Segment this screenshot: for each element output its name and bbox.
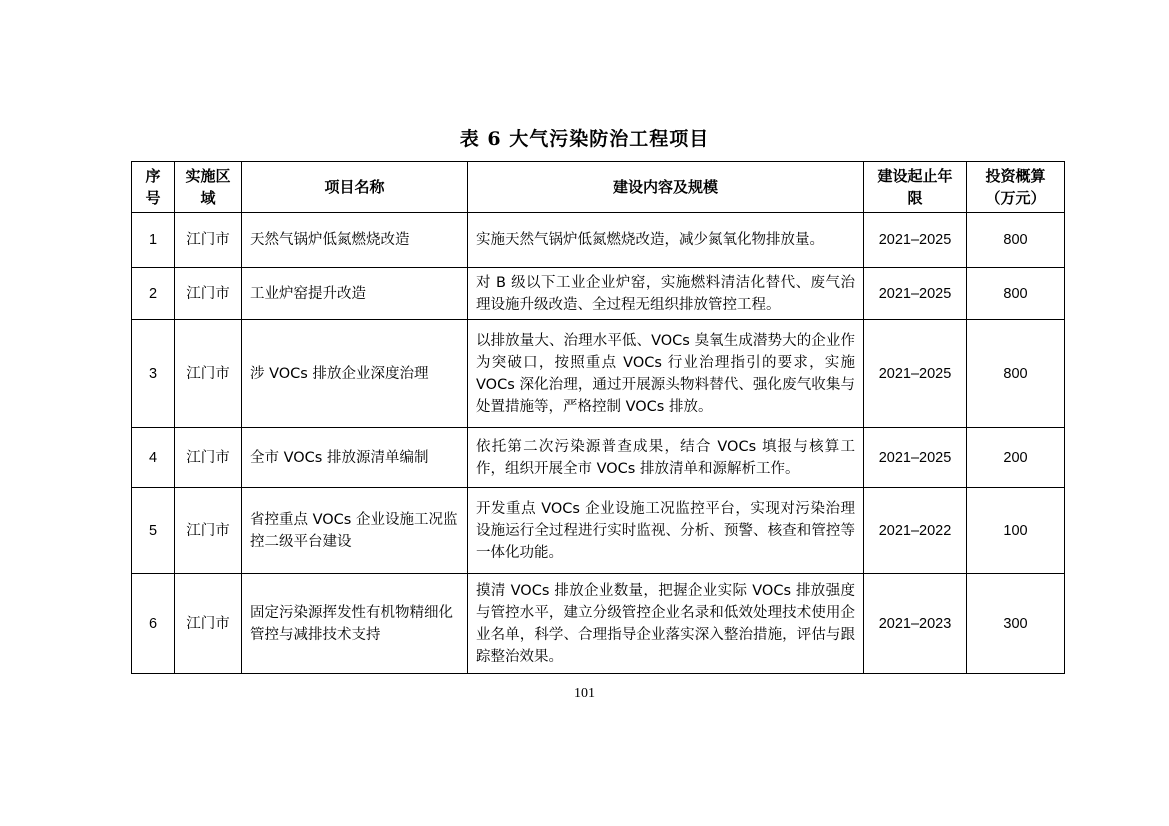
project-table — [131, 161, 1065, 674]
cell-name: 固定污染源挥发性有机物精细化管控与减排技术支持 — [242, 574, 468, 674]
table-row — [132, 213, 1065, 268]
header-invest: 投资概算（万元） — [967, 162, 1065, 213]
cell-seq: 4 — [132, 428, 175, 488]
cell-period: 2021–2025 — [864, 428, 967, 488]
cell-period: 2021–2025 — [864, 268, 967, 320]
cell-invest: 800 — [967, 268, 1065, 320]
header-seq: 序号 — [132, 162, 175, 213]
cell-seq: 6 — [132, 574, 175, 674]
cell-content: 开发重点 VOCs 企业设施工况监控平台，实现对污染治理设施运行全过程进行实时监视、分析、预警、核查和管控等一体化功能。 — [468, 488, 864, 574]
cell-seq: 1 — [132, 213, 175, 268]
cell-area: 江门市 — [175, 268, 242, 320]
cell-name: 省控重点 VOCs 企业设施工况监控二级平台建设 — [242, 488, 468, 574]
cell-area: 江门市 — [175, 428, 242, 488]
table-row — [132, 268, 1065, 320]
cell-seq: 3 — [132, 320, 175, 428]
page-number: 101 — [574, 686, 595, 701]
header-name: 项目名称 — [242, 162, 468, 213]
cell-area: 江门市 — [175, 574, 242, 674]
cell-area: 江门市 — [175, 488, 242, 574]
cell-seq: 2 — [132, 268, 175, 320]
cell-area: 江门市 — [175, 213, 242, 268]
header-content: 建设内容及规模 — [468, 162, 864, 213]
cell-content: 摸清 VOCs 排放企业数量，把握企业实际 VOCs 排放强度与管控水平，建立分级管控企业名录和低效处理技术使用企业名单，科学、合理指导企业落实深入整治措施，评估与跟踪整治效果。 — [468, 574, 864, 674]
cell-name: 天然气锅炉低氮燃烧改造 — [242, 213, 468, 268]
table-row — [132, 428, 1065, 488]
table-title: 表 6 大气污染防治工程项目 — [459, 128, 710, 150]
table-row — [132, 488, 1065, 574]
header-row — [132, 162, 1065, 213]
cell-content: 以排放量大、治理水平低、VOCs 臭氧生成潜势大的企业作为突破口，按照重点 VOCs 行业治理指引的要求，实施 VOCs 深化治理，通过开展源头物料替代、强化废气收集与处置措施等，严格控制 VOCs 排放。 — [468, 320, 864, 428]
cell-period: 2021–2022 — [864, 488, 967, 574]
cell-seq: 5 — [132, 488, 175, 574]
cell-invest: 800 — [967, 320, 1065, 428]
cell-period: 2021–2023 — [864, 574, 967, 674]
cell-name: 涉 VOCs 排放企业深度治理 — [242, 320, 468, 428]
cell-period: 2021–2025 — [864, 213, 967, 268]
cell-content: 对 B 级以下工业企业炉窑，实施燃料清洁化替代、废气治理设施升级改造、全过程无组织排放管控工程。 — [468, 268, 864, 320]
cell-invest: 800 — [967, 213, 1065, 268]
header-area: 实施区域 — [175, 162, 242, 213]
cell-area: 江门市 — [175, 320, 242, 428]
table-row — [132, 574, 1065, 674]
cell-invest: 100 — [967, 488, 1065, 574]
cell-invest: 300 — [967, 574, 1065, 674]
table-row — [132, 320, 1065, 428]
header-period: 建设起止年限 — [864, 162, 967, 213]
cell-invest: 200 — [967, 428, 1065, 488]
cell-name: 工业炉窑提升改造 — [242, 268, 468, 320]
cell-period: 2021–2025 — [864, 320, 967, 428]
cell-name: 全市 VOCs 排放源清单编制 — [242, 428, 468, 488]
cell-content: 实施天然气锅炉低氮燃烧改造，减少氮氧化物排放量。 — [468, 213, 864, 268]
cell-content: 依托第二次污染源普查成果，结合 VOCs 填报与核算工作，组织开展全市 VOCs 排放清单和源解析工作。 — [468, 428, 864, 488]
